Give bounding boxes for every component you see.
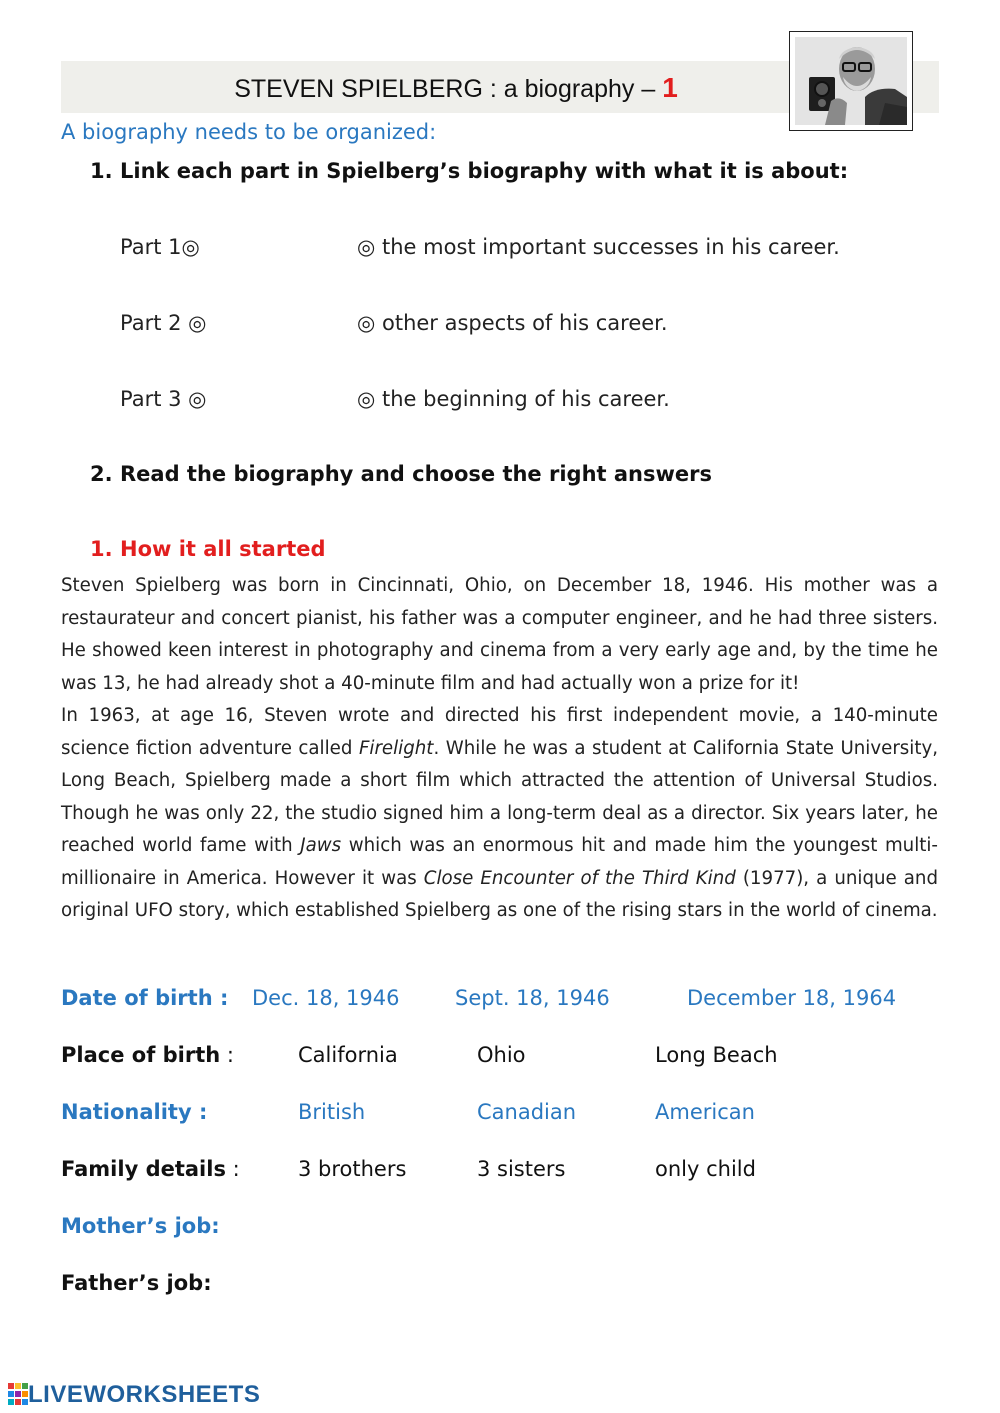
place-option-1[interactable]: California bbox=[298, 1043, 398, 1067]
question-number: 2. bbox=[90, 462, 113, 486]
section-subheading: A biography needs to be organized: bbox=[61, 120, 437, 144]
question-1 bbox=[90, 159, 848, 183]
liveworksheets-logo bbox=[8, 1381, 260, 1409]
section-title: How it all started bbox=[120, 537, 326, 561]
logo-icon bbox=[8, 1383, 28, 1405]
question-2 bbox=[90, 462, 712, 486]
section-number: 1. bbox=[90, 537, 113, 561]
family-details-label: Family details : bbox=[61, 1157, 240, 1181]
match-right-beginning[interactable]: ◎ the beginning of his career. bbox=[357, 387, 670, 411]
nationality-option-1[interactable]: British bbox=[298, 1100, 366, 1124]
fathers-job-answer-field[interactable] bbox=[210, 1269, 920, 1299]
question-text: Read the biography and choose the right answers bbox=[120, 462, 712, 486]
match-left-part-2[interactable]: Part 2 ◎ bbox=[120, 311, 207, 335]
portrait-image bbox=[795, 37, 907, 125]
match-right-other-aspects[interactable]: ◎ other aspects of his career. bbox=[357, 311, 668, 335]
date-option-1[interactable]: Dec. 18, 1946 bbox=[252, 986, 400, 1010]
nationality-label: Nationality : bbox=[61, 1100, 208, 1124]
family-option-3[interactable]: only child bbox=[655, 1157, 756, 1181]
match-left-part-1[interactable]: Part 1◎ bbox=[120, 235, 200, 259]
question-text: Link each part in Spielberg’s biography with what it is about: bbox=[120, 159, 849, 183]
date-option-2[interactable]: Sept. 18, 1946 bbox=[455, 986, 610, 1010]
nationality-option-2[interactable]: Canadian bbox=[477, 1100, 577, 1124]
film-title: Firelight bbox=[358, 737, 434, 759]
biography-text bbox=[61, 570, 938, 928]
date-option-3[interactable]: December 18, 1964 bbox=[687, 986, 897, 1010]
place-of-birth-label: Place of birth : bbox=[61, 1043, 234, 1067]
family-option-1[interactable]: 3 brothers bbox=[298, 1157, 407, 1181]
place-option-3[interactable]: Long Beach bbox=[655, 1043, 778, 1067]
match-left-part-3[interactable]: Part 3 ◎ bbox=[120, 387, 207, 411]
portrait-illustration bbox=[795, 37, 907, 125]
film-title: Jaws bbox=[300, 835, 342, 856]
mothers-job-label: Mother’s job: bbox=[61, 1214, 220, 1238]
family-option-2[interactable]: 3 sisters bbox=[477, 1157, 566, 1181]
question-number: 1. bbox=[90, 159, 113, 183]
match-right-successes[interactable]: ◎ the most important successes in his career. bbox=[357, 235, 840, 259]
film-title: Close Encounter of the Third Kind bbox=[423, 867, 736, 889]
section-heading bbox=[90, 537, 326, 561]
title-text: STEVEN SPIELBERG : a biography – bbox=[234, 75, 656, 103]
portrait-photo bbox=[789, 31, 913, 131]
paragraph-2: In 1963, at age 16, Steven wrote and directed his first independent movie, a 140-minute science fiction adventure called Firelight. While he was a student at California State University, Long Beach, Spielberg made a short film which attracted the attention of Universal Studios. Though he was only 22, the studio signed him a long-term deal as a director. Six years later, he reached world fame with Jaws which was an enormous hit and made him the youngest multi-millionaire in America. However it was Close Encounter of the Third Kind (1977), a unique and original UFO story, which established Spielberg as one of the rising stars in the world of cinema. bbox=[61, 705, 938, 921]
page-title bbox=[61, 72, 851, 104]
worksheet-number: 1 bbox=[662, 72, 678, 103]
place-option-2[interactable]: Ohio bbox=[477, 1043, 526, 1067]
fathers-job-label: Father’s job: bbox=[61, 1271, 212, 1295]
mothers-job-answer-field[interactable] bbox=[220, 1212, 920, 1242]
logo-text: LIVEWORKSHEETS bbox=[28, 1381, 261, 1408]
nationality-option-3[interactable]: American bbox=[655, 1100, 755, 1124]
paragraph-1: Steven Spielberg was born in Cincinnati, Ohio, on December 18, 1946. His mother was a restaurateur and concert pianist, his father was a computer engineer, and he had three sisters. He showed keen interest in photography and cinema from a very early age and, by the time he was 13, he had already shot a 40-minute film and had actually won a prize for it! bbox=[61, 575, 938, 694]
date-of-birth-label: Date of birth : bbox=[61, 986, 229, 1010]
